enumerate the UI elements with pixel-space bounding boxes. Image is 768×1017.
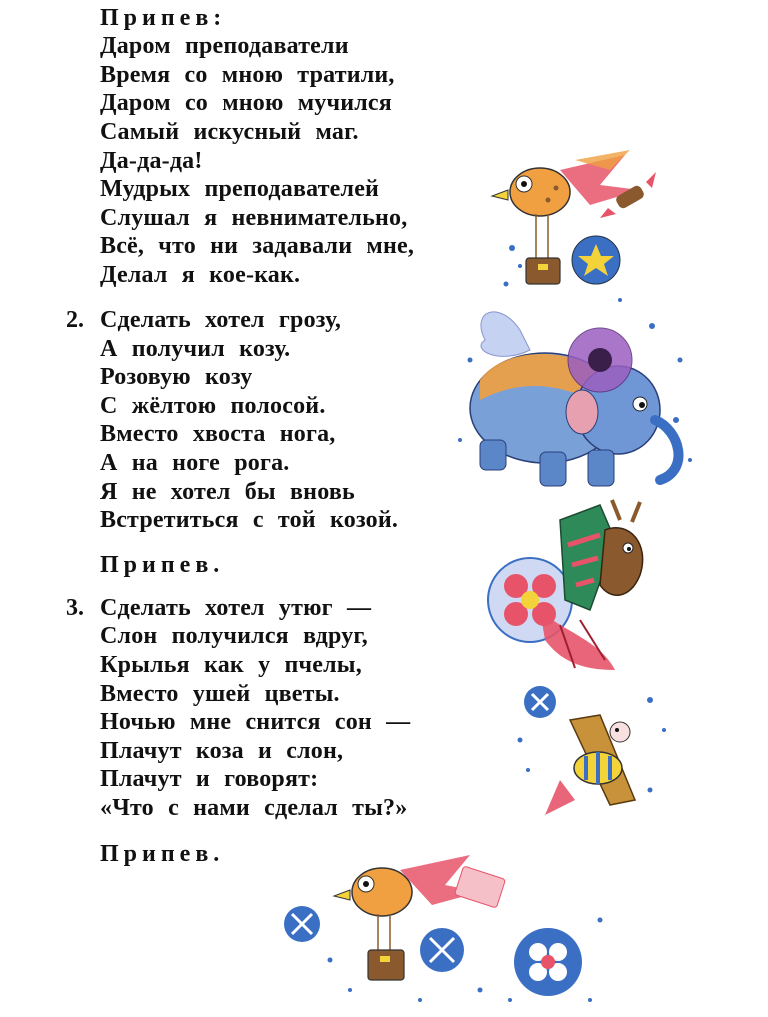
refrain-line: Время со мною тратили,: [100, 62, 395, 88]
verse-line: Крылья как у пчелы,: [100, 652, 362, 678]
flower-icon: [514, 928, 582, 996]
verse-line: Вместо хвоста нога,: [100, 421, 336, 447]
refrain-note: Припев.: [100, 841, 225, 867]
refrain-line: Даром преподаватели: [100, 33, 349, 59]
verse-line: Розовую козу: [100, 364, 253, 390]
refrain-line: Всё, что ни задавали мне,: [100, 233, 415, 259]
paper-note-icon: [454, 866, 505, 908]
verse-line: Плачут коза и слон,: [100, 738, 344, 764]
verse-line: С жёлтою полосой.: [100, 393, 326, 419]
verse-line: Встретиться с той козой.: [100, 507, 399, 533]
verse-line: Сделать хотел грозу,: [100, 307, 342, 333]
refrain-line: Даром со мною мучился: [100, 90, 392, 116]
verse-line: Плачут и говорят:: [100, 766, 319, 792]
verse-line: Вместо ушей цветы.: [100, 681, 340, 707]
refrain-line: Самый искусный маг.: [100, 119, 359, 145]
verse-number: 2.: [66, 307, 84, 333]
verse-line: А получил козу.: [100, 336, 291, 362]
elephant-with-wings-icon: [470, 312, 679, 486]
refrain-note: Припев.: [100, 552, 225, 578]
refrain-line: Да-да-да!: [100, 148, 203, 174]
bee-plane-icon: [545, 715, 635, 815]
refrain-line: Делал я кое-как.: [100, 262, 301, 288]
refrain-line: Слушал я невнимательно,: [100, 205, 408, 231]
refrain-heading: Припев:: [100, 5, 227, 31]
verse-number: 3.: [66, 595, 84, 621]
verse-line: «Что с нами сделал ты?»: [100, 795, 408, 821]
star-ball-icon: [572, 236, 620, 284]
refrain-line: Мудрых преподавателей: [100, 176, 380, 202]
verse-line: Слон получился вдруг,: [100, 623, 368, 649]
verse-line: Ночью мне снится сон —: [100, 709, 411, 735]
verse-line: А на ноге рога.: [100, 450, 290, 476]
verse-line: Я не хотел бы вновь: [100, 479, 355, 505]
verse-line: Сделать хотел утюг —: [100, 595, 372, 621]
star-ball-icon: [524, 686, 556, 718]
